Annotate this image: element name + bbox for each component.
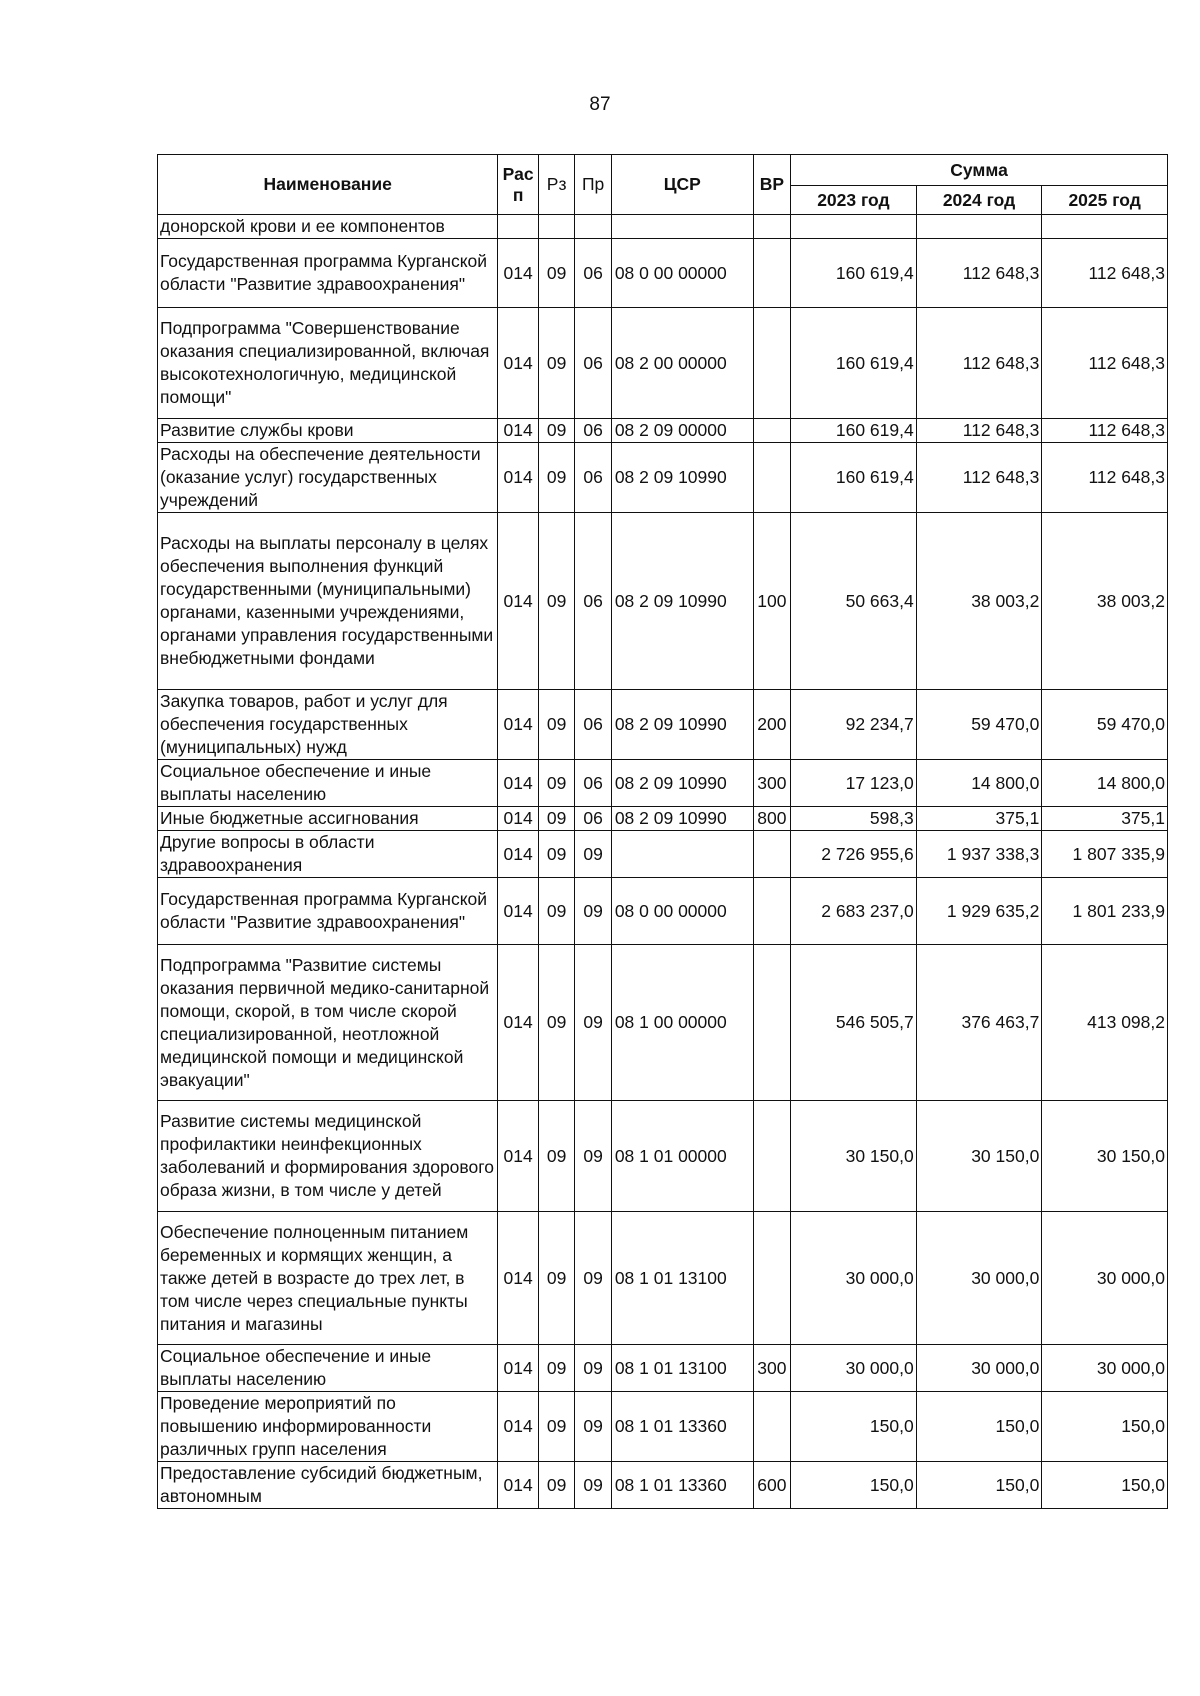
col-header-2023: 2023 год xyxy=(791,186,917,215)
cell-2024: 376 463,7 xyxy=(916,945,1042,1101)
cell-pr: 09 xyxy=(575,1392,611,1462)
cell-name: Развитие службы крови xyxy=(158,419,498,443)
table-row xyxy=(158,419,1168,443)
cell-pr: 09 xyxy=(575,945,611,1101)
table-row xyxy=(158,760,1168,807)
cell-vr xyxy=(753,443,790,513)
cell-rz: 09 xyxy=(538,878,574,945)
cell-csr: 08 2 00 00000 xyxy=(611,308,753,419)
cell-2023: 2 683 237,0 xyxy=(791,878,917,945)
table-row xyxy=(158,878,1168,945)
cell-name: Социальное обеспечение и иные выплаты населению xyxy=(158,760,498,807)
cell-name: Предоставление субсидий бюджетным, автономным xyxy=(158,1462,498,1509)
cell-csr: 08 1 01 13360 xyxy=(611,1392,753,1462)
cell-vr: 800 xyxy=(753,807,790,831)
cell-rasp: 014 xyxy=(498,419,539,443)
cell-2024: 112 648,3 xyxy=(916,239,1042,308)
cell-rz: 09 xyxy=(538,443,574,513)
cell-2024: 112 648,3 xyxy=(916,419,1042,443)
cell-2025: 112 648,3 xyxy=(1042,239,1168,308)
cell-rasp: 014 xyxy=(498,831,539,878)
cell-name: донорской крови и ее компонентов xyxy=(158,215,498,239)
cell-pr xyxy=(575,215,611,239)
cell-csr xyxy=(611,831,753,878)
cell-rz: 09 xyxy=(538,1462,574,1509)
cell-pr: 09 xyxy=(575,831,611,878)
cell-rz: 09 xyxy=(538,1345,574,1392)
cell-pr: 06 xyxy=(575,419,611,443)
col-header-2024: 2024 год xyxy=(916,186,1042,215)
cell-csr: 08 1 01 13100 xyxy=(611,1212,753,1345)
cell-2025: 112 648,3 xyxy=(1042,419,1168,443)
cell-2023: 17 123,0 xyxy=(791,760,917,807)
cell-2024: 38 003,2 xyxy=(916,513,1042,690)
col-header-2025: 2025 год xyxy=(1042,186,1168,215)
cell-csr: 08 2 09 10990 xyxy=(611,760,753,807)
table-row xyxy=(158,1345,1168,1392)
cell-pr: 06 xyxy=(575,807,611,831)
cell-rz: 09 xyxy=(538,513,574,690)
cell-rz: 09 xyxy=(538,690,574,760)
cell-2024: 375,1 xyxy=(916,807,1042,831)
cell-vr: 200 xyxy=(753,690,790,760)
table-body xyxy=(158,215,1168,1509)
cell-csr: 08 1 01 00000 xyxy=(611,1101,753,1212)
cell-csr: 08 0 00 00000 xyxy=(611,239,753,308)
cell-2024: 30 000,0 xyxy=(916,1345,1042,1392)
table-row xyxy=(158,807,1168,831)
cell-vr xyxy=(753,1392,790,1462)
cell-name: Другие вопросы в области здравоохранения xyxy=(158,831,498,878)
cell-rasp: 014 xyxy=(498,807,539,831)
cell-vr: 300 xyxy=(753,760,790,807)
cell-2024 xyxy=(916,215,1042,239)
cell-vr: 100 xyxy=(753,513,790,690)
cell-rasp: 014 xyxy=(498,1345,539,1392)
header-row xyxy=(158,155,1168,186)
cell-pr: 09 xyxy=(575,1345,611,1392)
cell-2024: 150,0 xyxy=(916,1462,1042,1509)
cell-rz xyxy=(538,215,574,239)
cell-pr: 06 xyxy=(575,690,611,760)
cell-rz: 09 xyxy=(538,1392,574,1462)
cell-rasp: 014 xyxy=(498,308,539,419)
cell-rz: 09 xyxy=(538,945,574,1101)
cell-2023: 30 000,0 xyxy=(791,1345,917,1392)
cell-2023 xyxy=(791,215,917,239)
cell-2025 xyxy=(1042,215,1168,239)
cell-2024: 1 937 338,3 xyxy=(916,831,1042,878)
cell-pr: 06 xyxy=(575,308,611,419)
table-row xyxy=(158,831,1168,878)
cell-name: Проведение мероприятий по повышению информированности различных групп населения xyxy=(158,1392,498,1462)
cell-name: Расходы на выплаты персоналу в целях обеспечения выполнения функций государственными (муниципальными) органами, казенными учреждениями, органами управления государственными внебюджетными фондами xyxy=(158,513,498,690)
cell-rz: 09 xyxy=(538,239,574,308)
table-row xyxy=(158,215,1168,239)
cell-name: Государственная программа Курганской области "Развитие здравоохранения" xyxy=(158,239,498,308)
cell-2025: 375,1 xyxy=(1042,807,1168,831)
cell-rasp: 014 xyxy=(498,1212,539,1345)
cell-rz: 09 xyxy=(538,1101,574,1212)
cell-2023: 546 505,7 xyxy=(791,945,917,1101)
cell-2025: 413 098,2 xyxy=(1042,945,1168,1101)
cell-csr: 08 1 01 13100 xyxy=(611,1345,753,1392)
cell-csr: 08 2 09 10990 xyxy=(611,443,753,513)
cell-pr: 06 xyxy=(575,443,611,513)
table-row xyxy=(158,308,1168,419)
cell-rz: 09 xyxy=(538,760,574,807)
cell-2025: 14 800,0 xyxy=(1042,760,1168,807)
cell-vr xyxy=(753,1101,790,1212)
cell-vr xyxy=(753,831,790,878)
cell-csr: 08 2 09 10990 xyxy=(611,807,753,831)
cell-rasp: 014 xyxy=(498,690,539,760)
col-header-csr: ЦСР xyxy=(611,155,753,215)
cell-rz: 09 xyxy=(538,831,574,878)
cell-vr xyxy=(753,215,790,239)
cell-vr: 600 xyxy=(753,1462,790,1509)
cell-vr xyxy=(753,308,790,419)
col-header-pr: Пр xyxy=(575,155,611,215)
cell-vr xyxy=(753,945,790,1101)
cell-2023: 160 619,4 xyxy=(791,419,917,443)
cell-2025: 38 003,2 xyxy=(1042,513,1168,690)
table-row xyxy=(158,1392,1168,1462)
table-row xyxy=(158,239,1168,308)
cell-name: Подпрограмма "Совершенствование оказания специализированной, включая высокотехнологичную, медицинской помощи" xyxy=(158,308,498,419)
cell-csr: 08 2 09 10990 xyxy=(611,513,753,690)
cell-rz: 09 xyxy=(538,1212,574,1345)
table-row xyxy=(158,1212,1168,1345)
cell-2024: 59 470,0 xyxy=(916,690,1042,760)
cell-name: Расходы на обеспечение деятельности (оказание услуг) государственных учреждений xyxy=(158,443,498,513)
col-header-rz: Рз xyxy=(538,155,574,215)
budget-table-container xyxy=(157,154,1168,1509)
cell-2023: 598,3 xyxy=(791,807,917,831)
cell-2023: 2 726 955,6 xyxy=(791,831,917,878)
col-header-sum: Сумма xyxy=(791,155,1168,186)
cell-2025: 112 648,3 xyxy=(1042,308,1168,419)
cell-2023: 160 619,4 xyxy=(791,239,917,308)
cell-pr: 09 xyxy=(575,878,611,945)
budget-table xyxy=(157,154,1168,1509)
table-row xyxy=(158,443,1168,513)
cell-2025: 30 000,0 xyxy=(1042,1212,1168,1345)
cell-pr: 06 xyxy=(575,760,611,807)
cell-2024: 1 929 635,2 xyxy=(916,878,1042,945)
cell-pr: 06 xyxy=(575,239,611,308)
cell-pr: 09 xyxy=(575,1101,611,1212)
cell-2024: 112 648,3 xyxy=(916,443,1042,513)
cell-csr: 08 2 09 10990 xyxy=(611,690,753,760)
table-row xyxy=(158,690,1168,760)
cell-2025: 112 648,3 xyxy=(1042,443,1168,513)
cell-2025: 30 000,0 xyxy=(1042,1345,1168,1392)
cell-vr xyxy=(753,239,790,308)
cell-pr: 06 xyxy=(575,513,611,690)
cell-rasp: 014 xyxy=(498,1101,539,1212)
cell-2023: 160 619,4 xyxy=(791,443,917,513)
cell-name: Социальное обеспечение и иные выплаты населению xyxy=(158,1345,498,1392)
table-row xyxy=(158,1101,1168,1212)
cell-name: Иные бюджетные ассигнования xyxy=(158,807,498,831)
cell-vr: 300 xyxy=(753,1345,790,1392)
cell-pr: 09 xyxy=(575,1212,611,1345)
cell-rasp: 014 xyxy=(498,239,539,308)
cell-name: Государственная программа Курганской области "Развитие здравоохранения" xyxy=(158,878,498,945)
cell-name: Обеспечение полноценным питанием беременных и кормящих женщин, а также детей в возрасте до трех лет, в том числе через специальные пункты питания и магазины xyxy=(158,1212,498,1345)
cell-2024: 30 000,0 xyxy=(916,1212,1042,1345)
cell-name: Развитие системы медицинской профилактики неинфекционных заболеваний и формирования здорового образа жизни, в том числе у детей xyxy=(158,1101,498,1212)
col-header-name: Наименование xyxy=(158,155,498,215)
cell-csr: 08 0 00 00000 xyxy=(611,878,753,945)
cell-pr: 09 xyxy=(575,1462,611,1509)
cell-rasp: 014 xyxy=(498,878,539,945)
cell-rasp: 014 xyxy=(498,443,539,513)
cell-vr xyxy=(753,419,790,443)
cell-csr xyxy=(611,215,753,239)
cell-rz: 09 xyxy=(538,308,574,419)
col-header-vr: ВР xyxy=(753,155,790,215)
page-number: 87 xyxy=(589,94,611,115)
cell-2023: 30 150,0 xyxy=(791,1101,917,1212)
cell-name: Подпрограмма "Развитие системы оказания первичной медико-санитарной помощи, скорой, в том числе скорой специализированной, неотложной медицинской помощи и медицинской эвакуации" xyxy=(158,945,498,1101)
cell-2024: 150,0 xyxy=(916,1392,1042,1462)
table-row xyxy=(158,513,1168,690)
cell-2025: 1 801 233,9 xyxy=(1042,878,1168,945)
cell-2025: 150,0 xyxy=(1042,1462,1168,1509)
cell-vr xyxy=(753,878,790,945)
cell-name: Закупка товаров, работ и услуг для обеспечения государственных (муниципальных) нужд xyxy=(158,690,498,760)
cell-vr xyxy=(753,1212,790,1345)
cell-csr: 08 1 00 00000 xyxy=(611,945,753,1101)
cell-rasp: 014 xyxy=(498,1392,539,1462)
cell-rasp: 014 xyxy=(498,945,539,1101)
cell-rz: 09 xyxy=(538,419,574,443)
table-row xyxy=(158,945,1168,1101)
cell-2023: 92 234,7 xyxy=(791,690,917,760)
cell-rasp: 014 xyxy=(498,513,539,690)
cell-rasp: 014 xyxy=(498,1462,539,1509)
cell-2025: 1 807 335,9 xyxy=(1042,831,1168,878)
cell-rz: 09 xyxy=(538,807,574,831)
cell-2025: 150,0 xyxy=(1042,1392,1168,1462)
cell-2025: 59 470,0 xyxy=(1042,690,1168,760)
cell-2023: 150,0 xyxy=(791,1392,917,1462)
cell-2023: 160 619,4 xyxy=(791,308,917,419)
cell-rasp: 014 xyxy=(498,760,539,807)
cell-2023: 150,0 xyxy=(791,1462,917,1509)
cell-2025: 30 150,0 xyxy=(1042,1101,1168,1212)
cell-2023: 30 000,0 xyxy=(791,1212,917,1345)
cell-csr: 08 1 01 13360 xyxy=(611,1462,753,1509)
cell-csr: 08 2 09 00000 xyxy=(611,419,753,443)
cell-2023: 50 663,4 xyxy=(791,513,917,690)
cell-2024: 112 648,3 xyxy=(916,308,1042,419)
cell-rasp xyxy=(498,215,539,239)
cell-2024: 14 800,0 xyxy=(916,760,1042,807)
col-header-rasp: Рас п xyxy=(498,155,539,215)
cell-2024: 30 150,0 xyxy=(916,1101,1042,1212)
table-row xyxy=(158,1462,1168,1509)
